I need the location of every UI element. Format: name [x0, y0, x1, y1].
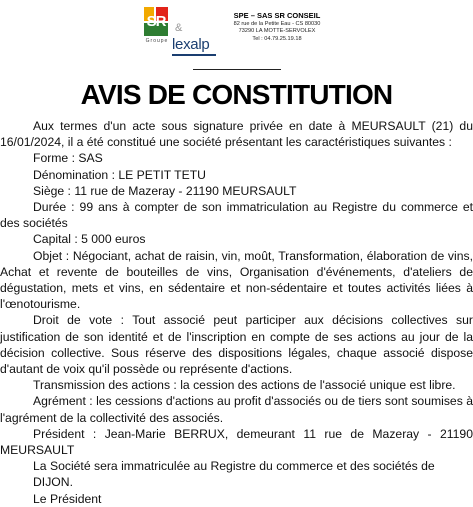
logo-letters: SR	[146, 13, 166, 30]
header	[0, 0, 473, 70]
lexalp-logo: lexalp	[172, 36, 210, 53]
paragraph-forme: Forme : SAS	[33, 151, 103, 166]
page-title: AVIS DE CONSTITUTION	[80, 79, 393, 110]
signature: Le Président	[33, 491, 102, 506]
ampersand: &	[175, 22, 183, 34]
paragraph-vote: Droit de vote : Tout associé peut participer aux décisions collectives sur justification de son identité et de l'inscription en compte de ses actions au jour de la décision collective. Sous réserve des dispositions légales, chaque associé dispose d'autant de voix qu'il possède ou représente d'actions.	[0, 313, 473, 377]
firm-address-2: 73290 LA MOTTE-SERVOLEX	[238, 28, 316, 35]
firm-address-1: 82 rue de la Petite Eau - CS 80030	[233, 20, 321, 27]
lexalp-underline	[172, 54, 216, 56]
paragraph-immatriculation: La Société sera immatriculée au Registre du commerce et des sociétés de DIJON.	[33, 459, 435, 490]
paragraph-transmission: Transmission des actions : la cession des actions de l'associé unique est libre.	[33, 378, 456, 393]
sr-groupe-logo	[144, 7, 169, 44]
logo-subtitle: Groupe	[145, 38, 169, 44]
paragraph-capital: Capital : 5 000 euros	[33, 232, 146, 247]
firm-phone: Tel : 04.79.25.19.18	[252, 35, 302, 42]
paragraph-duree: Durée : 99 ans à compter de son immatriculation au Registre du commerce et des sociétés	[0, 200, 473, 231]
paragraph-agrement: Agrément : les cessions d'actions au profit d'associés ou de tiers sont soumises à l'agrément de la collectivité des associés.	[0, 394, 473, 425]
header-divider	[193, 69, 281, 70]
paragraph-siege: Siège : 11 rue de Mazeray - 21190 MEURSAULT	[33, 183, 297, 198]
firm-name: SPE – SAS SR CONSEIL	[233, 11, 321, 20]
paragraph-objet: Objet : Négociant, achat de raisin, vin, moût, Transformation, élaboration de vins, Achat et revente de bouteilles de vins, Organisation d'événements, d'ateliers de dégustation, mets et vins, en sédentaire et non-sédentaire et toutes activités liées à l'œnotourisme.	[0, 248, 473, 312]
notice-body	[0, 118, 473, 507]
firm-block	[222, 12, 332, 42]
paragraph-president: Président : Jean-Marie BERRUX, demeurant 11 rue de Mazeray - 21190 MEURSAULT	[0, 426, 473, 458]
paragraph-denomination: Dénomination : LE PETIT TETU	[33, 167, 206, 182]
paragraph-intro: Aux termes d'un acte sous signature privée en date à MEURSAULT (21) du 16/01/2024, il a été constitué une société présentant les caractéristiques suivantes :	[0, 119, 473, 150]
